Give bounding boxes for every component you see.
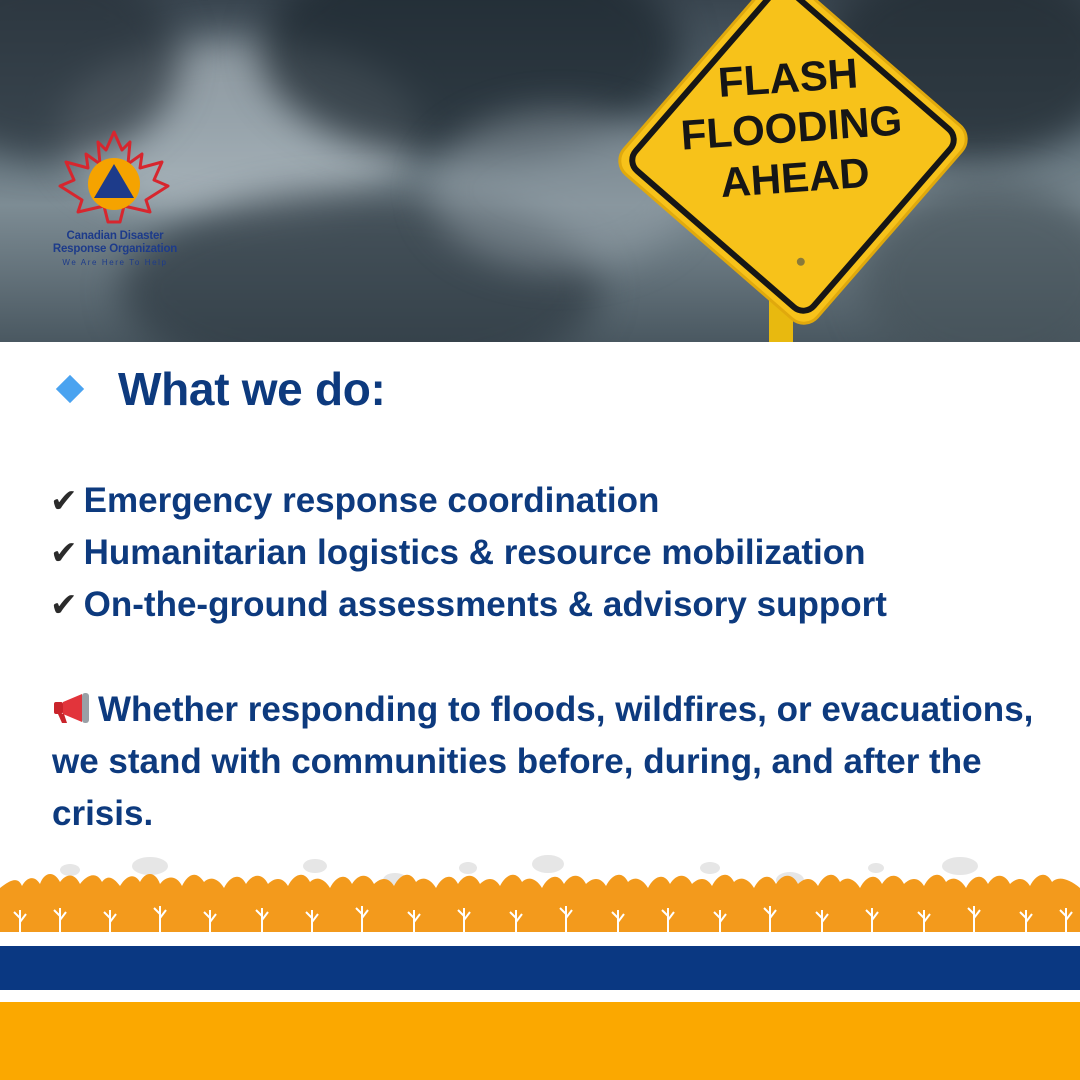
- mission-statement: [52, 684, 1052, 840]
- maple-leaf-icon: [50, 128, 178, 224]
- footer-orange-band: [0, 1002, 1080, 1080]
- service-item: [50, 582, 887, 634]
- statement-text: Whether responding to floods, wildfires, or evacuations, we stand with communities before, during, and after the crisis.: [52, 690, 1034, 833]
- section-heading: [60, 362, 386, 416]
- check-mark-icon: ✔: [50, 481, 78, 520]
- service-text: Humanitarian logistics & resource mobilization: [83, 533, 866, 572]
- services-list: [50, 478, 887, 634]
- check-mark-icon: ✔: [50, 585, 78, 624]
- footer-spacer: [0, 932, 1080, 946]
- hero-banner: [0, 0, 1080, 342]
- sign-text-line3: AHEAD: [718, 148, 872, 207]
- logo-name-line1: Canadian Disaster: [66, 230, 164, 242]
- footer-blue-band: [0, 946, 1080, 990]
- wildfire-border: [0, 848, 1080, 934]
- sign-text-line1: FLASH: [716, 49, 860, 107]
- megaphone-icon: [52, 691, 92, 725]
- flash-flooding-sign: [610, 0, 990, 342]
- blue-diamond-icon: [56, 375, 84, 403]
- heading-text: What we do:: [118, 363, 386, 415]
- organization-logo: [40, 128, 190, 267]
- logo-name-line2: Response Organization: [52, 243, 178, 255]
- sign-text-line2: FLOODING: [679, 96, 904, 159]
- service-item: [50, 530, 887, 582]
- service-text: On-the-ground assessments & advisory support: [83, 585, 887, 624]
- service-text: Emergency response coordination: [83, 481, 660, 520]
- flames: [0, 874, 1080, 934]
- footer-spacer: [0, 990, 1080, 1002]
- logo-tagline: We Are Here To Help: [62, 258, 168, 267]
- service-item: [50, 478, 887, 530]
- check-mark-icon: ✔: [50, 533, 78, 572]
